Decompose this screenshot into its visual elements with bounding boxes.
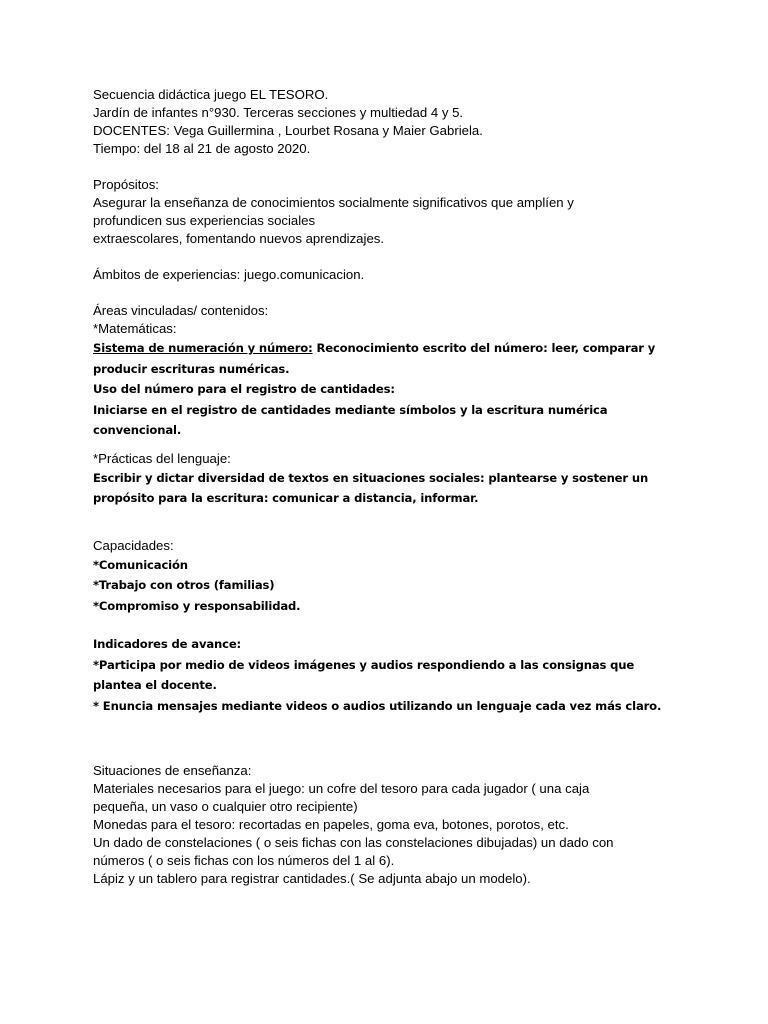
language-heading: *Prácticas del lenguaje:	[93, 450, 231, 466]
indicators-line-2: plantea el docente.	[93, 678, 217, 692]
teachers-line: DOCENTES: Vega Guillermina , Lourbet Rosana y Maier Gabriela.	[93, 123, 483, 138]
situations-line-3: Monedas para el tesoro: recortadas en papeles, goma eva, botones, porotos, etc.	[93, 817, 569, 832]
capacity-item: *Trabajo con otros (familias)	[93, 578, 275, 592]
situations-line-5: números ( o seis fichas con los números del 1 al 6).	[93, 853, 395, 868]
math-uso-label: Uso del número para el registro de cantidades:	[93, 382, 395, 396]
math-uso-text-2: convencional.	[93, 423, 182, 437]
language-text-1: plantearse y sostener un	[484, 470, 649, 485]
math-uso-text-1: Iniciarse en el registro de cantidades mediante símbolos y la escritura numérica	[93, 402, 608, 417]
capacity-item: *Comunicación	[93, 557, 188, 572]
document-body	[93, 86, 673, 888]
situations-line-2: pequeña, un vaso o cualquier otro recipiente)	[93, 799, 358, 814]
time-line: Tiempo: del 18 al 21 de agosto 2020.	[93, 141, 311, 156]
capacity-item: *Compromiso y responsabilidad.	[93, 598, 301, 613]
purposes-line-2: profundicen sus experiencias sociales	[93, 213, 316, 228]
indicators-line-3: * Enuncia mensajes mediante videos o audios utilizando un lenguaje cada vez más claro.	[93, 698, 662, 713]
school-line: Jardín de infantes n°930. Terceras secciones y multiedad 4 y 5.	[93, 105, 464, 120]
language-text-2: propósito para la escritura: comunicar a distancia, informar.	[93, 491, 479, 505]
math-recon-label: Reconocimiento escrito del número:	[312, 341, 548, 355]
math-content-line-1	[93, 338, 673, 359]
indicators-heading: Indicadores de avance:	[93, 637, 242, 651]
math-heading: *Matemáticas:	[93, 321, 177, 336]
language-label: Escribir y dictar diversidad de textos en situaciones sociales:	[93, 470, 485, 485]
spacer	[93, 284, 673, 302]
situations-heading: Situaciones de enseñanza:	[93, 763, 252, 778]
situations-line-6: Lápiz y un tablero para registrar cantidades.( Se adjunta abajo un modelo).	[93, 871, 531, 886]
situations-line-1: Materiales necesarios para el juego: un cofre del tesoro para cada jugador ( una caja	[93, 781, 590, 796]
spacer	[93, 509, 673, 537]
spacer	[93, 616, 673, 634]
spacer	[93, 441, 673, 450]
situations-line-4: Un dado de constelaciones ( o seis fichas con las constelaciones dibujadas) un dado con	[93, 835, 614, 850]
document-title: Secuencia didáctica juego EL TESORO.	[93, 87, 329, 102]
areas-heading: Áreas vinculadas/ contenidos:	[93, 303, 269, 318]
capacities-heading: Capacidades:	[93, 537, 174, 553]
purposes-line-1: Asegurar la enseñanza de conocimientos socialmente significativos que amplíen y	[93, 195, 574, 210]
spacer	[93, 248, 673, 266]
ambits-line: Ámbitos de experiencias: juego.comunicacion.	[93, 267, 365, 282]
math-sistema-label: Sistema de numeración y número:	[93, 341, 313, 355]
math-recon-text-2: producir escrituras numéricas.	[93, 361, 290, 376]
language-content-line-1	[93, 468, 673, 489]
purposes-heading: Propósitos:	[93, 177, 159, 192]
math-recon-text-1: leer, comparar y	[547, 341, 656, 355]
indicators-line-1: *Participa por medio de videos imágenes y audios respondiendo a las consignas que	[93, 657, 635, 672]
spacer	[93, 716, 673, 762]
purposes-line-3: extraescolares, fomentando nuevos aprendizajes.	[93, 231, 385, 246]
spacer	[93, 158, 673, 176]
